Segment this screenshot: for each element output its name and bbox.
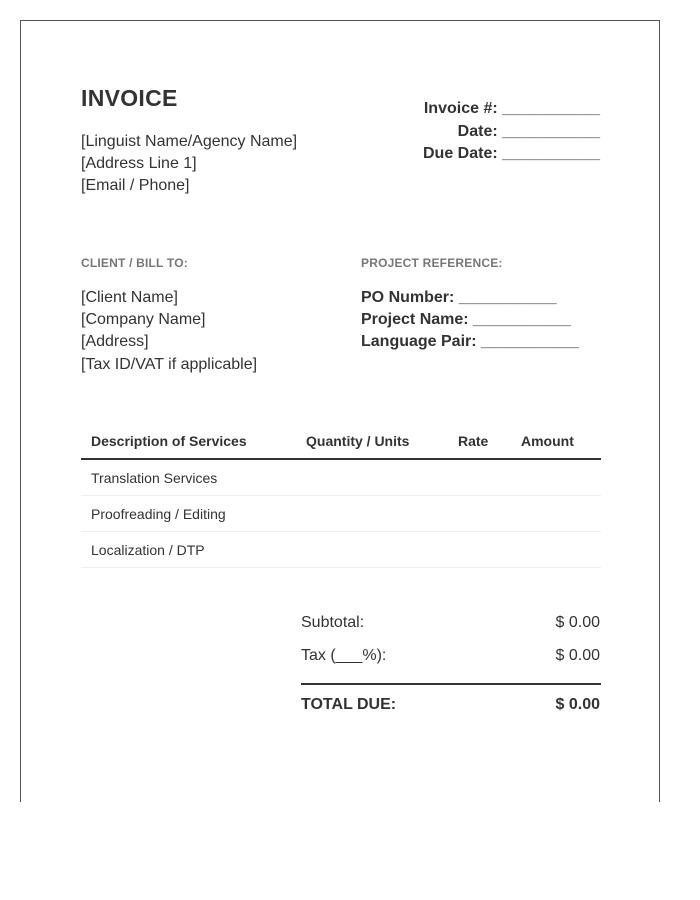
totals-divider: [301, 683, 601, 685]
project-name-field: Project Name: ___________: [361, 311, 571, 328]
tax-label: Tax (___%):: [301, 647, 387, 664]
column-header-rate: Rate: [458, 433, 489, 449]
client-section-label: CLIENT / BILL TO:: [81, 256, 188, 270]
invoice-due-date-field: Due Date: ___________: [422, 145, 600, 162]
sender-contact: [Email / Phone]: [81, 177, 190, 194]
language-pair-field: Language Pair: ___________: [361, 333, 579, 350]
service-description: Localization / DTP: [91, 542, 205, 558]
column-header-description: Description of Services: [91, 433, 247, 449]
subtotal-value: $ 0.00: [555, 614, 600, 631]
invoice-number-field: Invoice #: ___________: [423, 100, 600, 117]
column-header-amount: Amount: [521, 433, 574, 449]
invoice-title: INVOICE: [81, 85, 178, 111]
project-section-label: PROJECT REFERENCE:: [361, 256, 503, 270]
client-tax-id: [Tax ID/VAT if applicable]: [81, 356, 258, 373]
total-due-value: $ 0.00: [555, 696, 600, 713]
client-company: [Company Name]: [81, 311, 206, 328]
sender-name: [Linguist Name/Agency Name]: [81, 133, 298, 150]
service-description: Proofreading / Editing: [91, 506, 226, 522]
column-header-quantity: Quantity / Units: [306, 433, 410, 449]
tax-value: $ 0.00: [555, 647, 600, 664]
po-number-field: PO Number: ___________: [361, 289, 557, 306]
client-name: [Client Name]: [81, 289, 178, 306]
invoice-page: [20, 20, 660, 802]
invoice-meta: [423, 98, 600, 166]
table-row: [81, 460, 601, 496]
service-description: Translation Services: [91, 470, 218, 486]
table-row: [81, 532, 601, 568]
invoice-date-field: Date: ___________: [457, 122, 600, 140]
total-due-label: TOTAL DUE:: [301, 696, 397, 713]
sender-address: [Address Line 1]: [81, 155, 197, 172]
subtotal-label: Subtotal:: [301, 614, 365, 631]
client-address: [Address]: [81, 333, 149, 350]
table-row: [81, 496, 601, 532]
